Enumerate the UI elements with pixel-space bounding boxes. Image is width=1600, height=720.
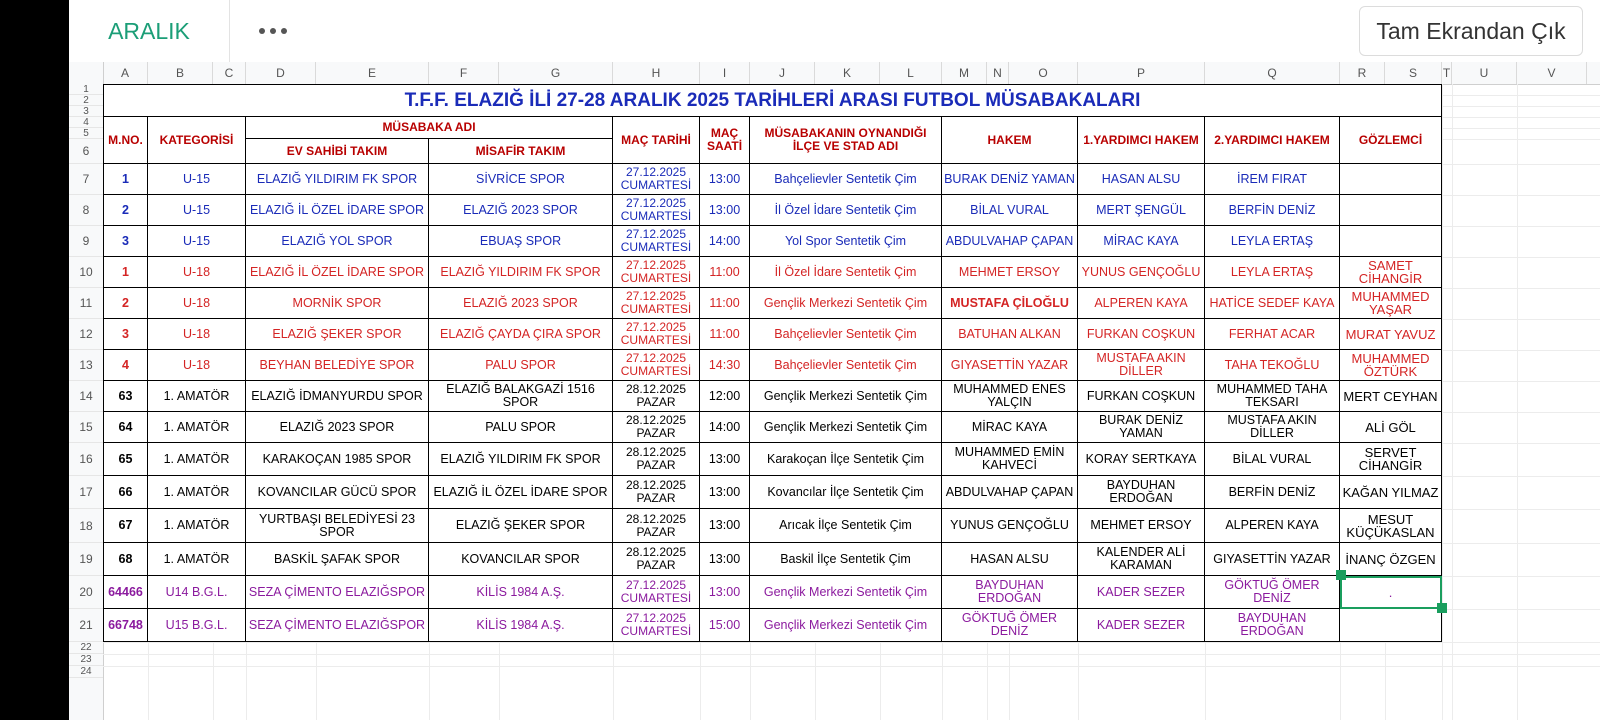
- match-yardimci-1[interactable]: YUNUS GENÇOĞLU: [1078, 257, 1205, 288]
- match-yardimci-1[interactable]: ALPEREN KAYA: [1078, 288, 1205, 319]
- match-stad[interactable]: Bahçelievler Sentetik Çim: [750, 164, 942, 195]
- match-gozlemci[interactable]: MUHAMMED ÖZTÜRK: [1340, 350, 1442, 381]
- column-header-h[interactable]: H: [613, 62, 700, 84]
- match-stad[interactable]: Gençlik Merkezi Sentetik Çim: [750, 609, 942, 642]
- match-no[interactable]: 65: [103, 443, 148, 476]
- row-header-16[interactable]: 16: [69, 443, 103, 476]
- match-ev-sahibi[interactable]: SEZA ÇİMENTO ELAZIĞSPOR: [246, 609, 429, 642]
- row-header-20[interactable]: 20: [69, 576, 103, 609]
- match-tarih[interactable]: 28.12.2025 PAZAR: [613, 543, 700, 576]
- match-saat[interactable]: 13:00: [700, 195, 750, 226]
- match-stad[interactable]: İl Özel İdare Sentetik Çim: [750, 257, 942, 288]
- match-kategori[interactable]: U-18: [148, 257, 246, 288]
- match-yardimci-1[interactable]: KALENDER ALİ KARAMAN: [1078, 543, 1205, 576]
- match-tarih[interactable]: 28.12.2025 PAZAR: [613, 443, 700, 476]
- match-kategori[interactable]: 1. AMATÖR: [148, 476, 246, 509]
- match-misafir[interactable]: ELAZIĞ 2023 SPOR: [429, 195, 613, 226]
- match-tarih[interactable]: 27.12.2025 CUMARTESİ: [613, 576, 700, 609]
- match-ev-sahibi[interactable]: ELAZIĞ YOL SPOR: [246, 226, 429, 257]
- match-misafir[interactable]: ELAZIĞ ŞEKER SPOR: [429, 509, 613, 543]
- row-header-22[interactable]: 22: [69, 642, 103, 654]
- match-ev-sahibi[interactable]: BEYHAN BELEDİYE SPOR: [246, 350, 429, 381]
- match-hakem[interactable]: MİRAC KAYA: [942, 412, 1078, 443]
- match-no[interactable]: 4: [103, 350, 148, 381]
- header-mac-saati[interactable]: MAÇ SAATİ: [700, 117, 750, 164]
- match-ev-sahibi[interactable]: ELAZIĞ İL ÖZEL İDARE SPOR: [246, 257, 429, 288]
- match-misafir[interactable]: PALU SPOR: [429, 412, 613, 443]
- match-yardimci-1[interactable]: FURKAN COŞKUN: [1078, 381, 1205, 412]
- match-saat[interactable]: 11:00: [700, 288, 750, 319]
- match-yardimci-2[interactable]: GIYASETTİN YAZAR: [1205, 543, 1340, 576]
- match-misafir[interactable]: EBUAŞ SPOR: [429, 226, 613, 257]
- match-saat[interactable]: 13:00: [700, 509, 750, 543]
- match-gozlemci[interactable]: SERVET CİHANGİR: [1340, 443, 1442, 476]
- gridline: [103, 666, 1600, 667]
- match-no[interactable]: 67: [103, 509, 148, 543]
- gridline: [1442, 84, 1443, 720]
- match-no[interactable]: 3: [103, 319, 148, 350]
- row-header-11[interactable]: 11: [69, 288, 103, 319]
- match-kategori[interactable]: 1. AMATÖR: [148, 443, 246, 476]
- row-header-14[interactable]: 14: [69, 381, 103, 412]
- match-yardimci-2[interactable]: İREM FIRAT: [1205, 164, 1340, 195]
- match-stad[interactable]: Gençlik Merkezi Sentetik Çim: [750, 288, 942, 319]
- match-saat[interactable]: 11:00: [700, 257, 750, 288]
- match-yardimci-1[interactable]: BAYDUHAN ERDOĞAN: [1078, 476, 1205, 509]
- match-tarih[interactable]: 27.12.2025 CUMARTESİ: [613, 319, 700, 350]
- match-yardimci-2[interactable]: BERFİN DENİZ: [1205, 195, 1340, 226]
- header-misafir-takim[interactable]: MİSAFİR TAKIM: [429, 139, 613, 164]
- match-yardimci-1[interactable]: KORAY SERTKAYA: [1078, 443, 1205, 476]
- match-ev-sahibi[interactable]: YURTBAŞI BELEDİYESİ 23 SPOR: [246, 509, 429, 543]
- match-ev-sahibi[interactable]: ELAZIĞ 2023 SPOR: [246, 412, 429, 443]
- row-header-19[interactable]: 19: [69, 543, 103, 576]
- match-saat[interactable]: 13:00: [700, 543, 750, 576]
- match-hakem[interactable]: BURAK DENİZ YAMAN: [942, 164, 1078, 195]
- header-gozlemci[interactable]: GÖZLEMCİ: [1340, 117, 1442, 164]
- header-2-yardimci-hakem[interactable]: 2.YARDIMCI HAKEM: [1205, 117, 1340, 164]
- match-gozlemci[interactable]: MUHAMMED YAŞAR: [1340, 288, 1442, 319]
- match-yardimci-2[interactable]: LEYLA ERTAŞ: [1205, 257, 1340, 288]
- match-gozlemci[interactable]: İNANÇ ÖZGEN: [1340, 543, 1442, 576]
- sheet-grid[interactable]: [103, 84, 1600, 720]
- column-header-l[interactable]: L: [880, 62, 942, 84]
- match-ev-sahibi[interactable]: KARAKOÇAN 1985 SPOR: [246, 443, 429, 476]
- header-1-yardimci-hakem[interactable]: 1.YARDIMCI HAKEM: [1078, 117, 1205, 164]
- header-hakem[interactable]: HAKEM: [942, 117, 1078, 164]
- row-header-24[interactable]: 24: [69, 666, 103, 678]
- column-header-r[interactable]: R: [1340, 62, 1385, 84]
- match-saat[interactable]: 13:00: [700, 476, 750, 509]
- match-no[interactable]: 1: [103, 164, 148, 195]
- match-saat[interactable]: 11:00: [700, 319, 750, 350]
- match-gozlemci[interactable]: MURAT YAVUZ: [1340, 319, 1442, 350]
- match-kategori[interactable]: U15 B.G.L.: [148, 609, 246, 642]
- match-tarih[interactable]: 28.12.2025 PAZAR: [613, 509, 700, 543]
- match-gozlemci[interactable]: MERT CEYHAN: [1340, 381, 1442, 412]
- column-header-o[interactable]: O: [1009, 62, 1078, 84]
- row-header-15[interactable]: 15: [69, 412, 103, 443]
- column-header-f[interactable]: F: [429, 62, 499, 84]
- match-misafir[interactable]: ELAZIĞ YILDIRIM FK SPOR: [429, 443, 613, 476]
- select-all-corner[interactable]: [69, 62, 104, 85]
- row-header-13[interactable]: 13: [69, 350, 103, 381]
- row-headers: [69, 84, 104, 720]
- match-gozlemci[interactable]: MESUT KÜÇÜKASLAN: [1340, 509, 1442, 543]
- row-header-5[interactable]: 5: [69, 128, 103, 139]
- match-kategori[interactable]: U-15: [148, 164, 246, 195]
- match-kategori[interactable]: 1. AMATÖR: [148, 381, 246, 412]
- more-options-icon[interactable]: [249, 14, 297, 48]
- match-kategori[interactable]: 1. AMATÖR: [148, 509, 246, 543]
- row-header-21[interactable]: 21: [69, 609, 103, 642]
- match-stad[interactable]: İl Özel İdare Sentetik Çim: [750, 195, 942, 226]
- selection-handle-bottom[interactable]: [1437, 603, 1447, 613]
- match-gozlemci[interactable]: [1340, 195, 1442, 226]
- match-hakem[interactable]: ABDULVAHAP ÇAPAN: [942, 226, 1078, 257]
- column-header-a[interactable]: A: [103, 62, 148, 84]
- match-no[interactable]: 68: [103, 543, 148, 576]
- sheet-tab-aralik[interactable]: ARALIK: [69, 0, 230, 62]
- sheet-title[interactable]: T.F.F. ELAZIĞ İLİ 27-28 ARALIK 2025 TARİHLERİ ARASI FUTBOL MÜSABAKALARI: [103, 84, 1442, 117]
- row-header-9[interactable]: 9: [69, 226, 103, 257]
- match-yardimci-1[interactable]: BURAK DENİZ YAMAN: [1078, 412, 1205, 443]
- match-saat[interactable]: 14:00: [700, 226, 750, 257]
- row-header-12[interactable]: 12: [69, 319, 103, 350]
- header-stad[interactable]: MÜSABAKANIN OYNANDIĞI İLÇE VE STAD ADI: [750, 117, 942, 164]
- match-yardimci-1[interactable]: KADER SEZER: [1078, 576, 1205, 609]
- row-header-8[interactable]: 8: [69, 195, 103, 226]
- top-bar: [69, 0, 1600, 63]
- match-kategori[interactable]: U14 B.G.L.: [148, 576, 246, 609]
- match-hakem[interactable]: MUSTAFA ÇİLOĞLU: [942, 288, 1078, 319]
- column-header-u[interactable]: U: [1452, 62, 1517, 84]
- match-tarih[interactable]: 27.12.2025 CUMARTESİ: [613, 257, 700, 288]
- match-ev-sahibi[interactable]: ELAZIĞ YILDIRIM FK SPOR: [246, 164, 429, 195]
- match-tarih[interactable]: 28.12.2025 PAZAR: [613, 412, 700, 443]
- column-headers: [69, 62, 1600, 85]
- column-header-k[interactable]: K: [815, 62, 880, 84]
- match-saat[interactable]: 12:00: [700, 381, 750, 412]
- match-yardimci-2[interactable]: HATİCE SEDEF KAYA: [1205, 288, 1340, 319]
- exit-fullscreen-button[interactable]: Tam Ekrandan Çık: [1359, 6, 1583, 56]
- match-no[interactable]: 1: [103, 257, 148, 288]
- row-header-4[interactable]: 4: [69, 117, 103, 128]
- match-no[interactable]: 63: [103, 381, 148, 412]
- row-header-3[interactable]: 3: [69, 106, 103, 117]
- gridline: [103, 654, 1600, 655]
- match-tarih[interactable]: 28.12.2025 PAZAR: [613, 381, 700, 412]
- match-stad[interactable]: Karakoçan İlçe Sentetik Çim: [750, 443, 942, 476]
- match-hakem[interactable]: ABDULVAHAP ÇAPAN: [942, 476, 1078, 509]
- column-header-p[interactable]: P: [1078, 62, 1205, 84]
- match-yardimci-2[interactable]: BAYDUHAN ERDOĞAN: [1205, 609, 1340, 642]
- row-header-6[interactable]: 6: [69, 139, 103, 164]
- match-no[interactable]: 66: [103, 476, 148, 509]
- match-hakem[interactable]: MEHMET ERSOY: [942, 257, 1078, 288]
- match-gozlemci[interactable]: [1340, 164, 1442, 195]
- match-stad[interactable]: Gençlik Merkezi Sentetik Çim: [750, 576, 942, 609]
- match-gozlemci[interactable]: [1340, 226, 1442, 257]
- match-yardimci-2[interactable]: FERHAT ACAR: [1205, 319, 1340, 350]
- match-kategori[interactable]: U-18: [148, 350, 246, 381]
- match-yardimci-1[interactable]: MEHMET ERSOY: [1078, 509, 1205, 543]
- match-misafir[interactable]: PALU SPOR: [429, 350, 613, 381]
- column-header-i[interactable]: I: [700, 62, 750, 84]
- column-header-b[interactable]: B: [148, 62, 213, 84]
- match-kategori[interactable]: U-15: [148, 195, 246, 226]
- match-tarih[interactable]: 27.12.2025 CUMARTESİ: [613, 164, 700, 195]
- match-saat[interactable]: 14:00: [700, 412, 750, 443]
- match-hakem[interactable]: BİLAL VURAL: [942, 195, 1078, 226]
- match-hakem[interactable]: BATUHAN ALKAN: [942, 319, 1078, 350]
- header-mno[interactable]: M.NO.: [103, 117, 148, 164]
- match-yardimci-1[interactable]: HASAN ALSU: [1078, 164, 1205, 195]
- row-header-1[interactable]: 1: [69, 84, 103, 95]
- match-saat[interactable]: 15:00: [700, 609, 750, 642]
- spreadsheet-app: [69, 0, 1600, 720]
- match-yardimci-2[interactable]: MUHAMMED TAHA TEKSARI: [1205, 381, 1340, 412]
- column-header-d[interactable]: D: [246, 62, 316, 84]
- match-yardimci-2[interactable]: ALPEREN KAYA: [1205, 509, 1340, 543]
- match-gozlemci[interactable]: [1340, 609, 1442, 642]
- match-kategori[interactable]: U-15: [148, 226, 246, 257]
- match-no[interactable]: 64466: [103, 576, 148, 609]
- row-header-23[interactable]: 23: [69, 654, 103, 666]
- match-stad[interactable]: Kovancılar İlçe Sentetik Çim: [750, 476, 942, 509]
- match-yardimci-1[interactable]: MERT ŞENGÜL: [1078, 195, 1205, 226]
- match-tarih[interactable]: 27.12.2025 CUMARTESİ: [613, 350, 700, 381]
- header-musabaka-adi[interactable]: MÜSABAKA ADI: [246, 117, 613, 139]
- match-yardimci-2[interactable]: MUSTAFA AKIN DİLLER: [1205, 412, 1340, 443]
- match-yardimci-2[interactable]: BERFİN DENİZ: [1205, 476, 1340, 509]
- match-no[interactable]: 66748: [103, 609, 148, 642]
- match-tarih[interactable]: 27.12.2025 CUMARTESİ: [613, 226, 700, 257]
- match-misafir[interactable]: ELAZIĞ BALAKGAZİ 1516 SPOR: [429, 381, 613, 412]
- match-yardimci-1[interactable]: KADER SEZER: [1078, 609, 1205, 642]
- row-header-17[interactable]: 17: [69, 476, 103, 509]
- match-yardimci-1[interactable]: MUSTAFA AKIN DİLLER: [1078, 350, 1205, 381]
- match-misafir[interactable]: KİLİS 1984 A.Ş.: [429, 609, 613, 642]
- match-ev-sahibi[interactable]: ELAZIĞ ŞEKER SPOR: [246, 319, 429, 350]
- row-header-18[interactable]: 18: [69, 509, 103, 543]
- match-no[interactable]: 3: [103, 226, 148, 257]
- column-header-g[interactable]: G: [499, 62, 613, 84]
- match-kategori[interactable]: 1. AMATÖR: [148, 543, 246, 576]
- match-ev-sahibi[interactable]: MORNİK SPOR: [246, 288, 429, 319]
- header-ev-sahibi-takim[interactable]: EV SAHİBİ TAKIM: [246, 139, 429, 164]
- gridline: [1517, 84, 1518, 720]
- match-no[interactable]: 64: [103, 412, 148, 443]
- selected-cell[interactable]: .: [1340, 576, 1442, 609]
- row-header-10[interactable]: 10: [69, 257, 103, 288]
- match-tarih[interactable]: 27.12.2025 CUMARTESİ: [613, 288, 700, 319]
- selection-handle-top[interactable]: [1336, 570, 1346, 580]
- match-hakem[interactable]: MUHAMMED ENES YALÇIN: [942, 381, 1078, 412]
- gridline: [1452, 84, 1453, 720]
- match-hakem[interactable]: MUHAMMED EMİN KAHVECİ: [942, 443, 1078, 476]
- header-mac-tarihi[interactable]: MAÇ TARİHİ: [613, 117, 700, 164]
- gridline: [103, 642, 1600, 643]
- column-header-e[interactable]: E: [316, 62, 429, 84]
- match-yardimci-1[interactable]: FURKAN COŞKUN: [1078, 319, 1205, 350]
- match-misafir[interactable]: ELAZIĞ 2023 SPOR: [429, 288, 613, 319]
- match-stad[interactable]: Bahçelievler Sentetik Çim: [750, 319, 942, 350]
- match-gozlemci[interactable]: ALİ GÖL: [1340, 412, 1442, 443]
- column-header-s[interactable]: S: [1385, 62, 1442, 84]
- match-yardimci-2[interactable]: LEYLA ERTAŞ: [1205, 226, 1340, 257]
- match-yardimci-2[interactable]: GÖKTUĞ ÖMER DENİZ: [1205, 576, 1340, 609]
- match-stad[interactable]: Gençlik Merkezi Sentetik Çim: [750, 412, 942, 443]
- column-header-c[interactable]: C: [213, 62, 246, 84]
- row-header-2[interactable]: 2: [69, 95, 103, 106]
- match-stad[interactable]: Baskil İlçe Sentetik Çim: [750, 543, 942, 576]
- column-header-t[interactable]: T: [1442, 62, 1452, 84]
- match-hakem[interactable]: HASAN ALSU: [942, 543, 1078, 576]
- match-kategori[interactable]: U-18: [148, 319, 246, 350]
- match-stad[interactable]: Gençlik Merkezi Sentetik Çim: [750, 381, 942, 412]
- match-hakem[interactable]: GIYASETTİN YAZAR: [942, 350, 1078, 381]
- match-gozlemci[interactable]: KAĞAN YILMAZ: [1340, 476, 1442, 509]
- match-ev-sahibi[interactable]: ELAZIĞ İL ÖZEL İDARE SPOR: [246, 195, 429, 226]
- match-misafir[interactable]: ELAZIĞ YILDIRIM FK SPOR: [429, 257, 613, 288]
- match-yardimci-1[interactable]: MİRAC KAYA: [1078, 226, 1205, 257]
- column-header-n[interactable]: N: [987, 62, 1009, 84]
- match-saat[interactable]: 13:00: [700, 164, 750, 195]
- match-misafir[interactable]: ELAZIĞ ÇAYDA ÇIRA SPOR: [429, 319, 613, 350]
- match-misafir[interactable]: KOVANCILAR SPOR: [429, 543, 613, 576]
- match-misafir[interactable]: ELAZIĞ İL ÖZEL İDARE SPOR: [429, 476, 613, 509]
- match-hakem[interactable]: YUNUS GENÇOĞLU: [942, 509, 1078, 543]
- match-no[interactable]: 2: [103, 288, 148, 319]
- match-hakem[interactable]: GÖKTUĞ ÖMER DENİZ: [942, 609, 1078, 642]
- match-no[interactable]: 2: [103, 195, 148, 226]
- match-misafir[interactable]: SİVRİCE SPOR: [429, 164, 613, 195]
- match-yardimci-2[interactable]: BİLAL VURAL: [1205, 443, 1340, 476]
- column-header-m[interactable]: M: [942, 62, 987, 84]
- match-saat[interactable]: 13:00: [700, 576, 750, 609]
- match-ev-sahibi[interactable]: SEZA ÇİMENTO ELAZIĞSPOR: [246, 576, 429, 609]
- match-ev-sahibi[interactable]: BASKİL ŞAFAK SPOR: [246, 543, 429, 576]
- match-kategori[interactable]: U-18: [148, 288, 246, 319]
- column-header-j[interactable]: J: [750, 62, 815, 84]
- row-header-7[interactable]: 7: [69, 164, 103, 195]
- match-tarih[interactable]: 28.12.2025 PAZAR: [613, 476, 700, 509]
- match-stad[interactable]: Arıcak İlçe Sentetik Çim: [750, 509, 942, 543]
- match-misafir[interactable]: KİLİS 1984 A.Ş.: [429, 576, 613, 609]
- match-hakem[interactable]: BAYDUHAN ERDOĞAN: [942, 576, 1078, 609]
- match-gozlemci[interactable]: SAMET CİHANGİR: [1340, 257, 1442, 288]
- match-tarih[interactable]: 27.12.2025 CUMARTESİ: [613, 195, 700, 226]
- header-kategori[interactable]: KATEGORİSİ: [148, 117, 246, 164]
- match-tarih[interactable]: 27.12.2025 CUMARTESİ: [613, 609, 700, 642]
- match-ev-sahibi[interactable]: KOVANCILAR GÜCÜ SPOR: [246, 476, 429, 509]
- match-ev-sahibi[interactable]: ELAZIĞ İDMANYURDU SPOR: [246, 381, 429, 412]
- column-header-q[interactable]: Q: [1205, 62, 1340, 84]
- match-kategori[interactable]: 1. AMATÖR: [148, 412, 246, 443]
- match-saat[interactable]: 14:30: [700, 350, 750, 381]
- match-saat[interactable]: 13:00: [700, 443, 750, 476]
- match-stad[interactable]: Yol Spor Sentetik Çim: [750, 226, 942, 257]
- match-stad[interactable]: Bahçelievler Sentetik Çim: [750, 350, 942, 381]
- match-yardimci-2[interactable]: TAHA TEKOĞLU: [1205, 350, 1340, 381]
- column-header-v[interactable]: V: [1517, 62, 1587, 84]
